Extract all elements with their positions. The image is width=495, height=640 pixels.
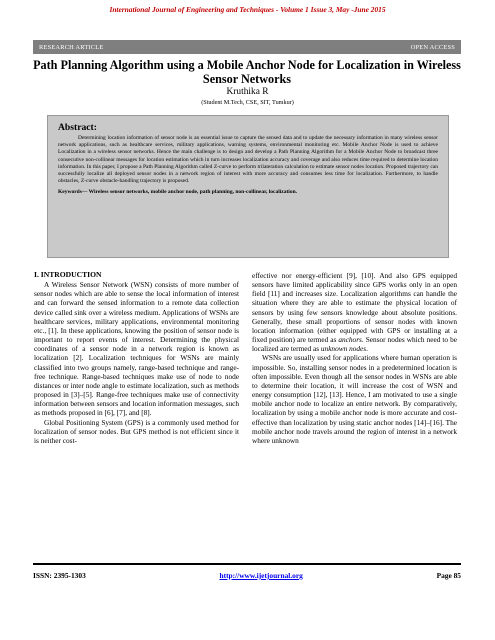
journal-header: International Journal of Engineering and Techniques - Volume 1 Issue 3, May -June 2015	[109, 5, 386, 14]
paper-title: Path Planning Algorithm using a Mobile Anchor Node for Localization in Wireless Sensor Networks	[33, 58, 461, 86]
paragraph: A Wireless Sensor Network (WSN) consists of more number of sensor nodes which are able to sense the local information of interest and can forward the sensed information to a remote data collection device called sink over a wireless medium. Applications of WSNs are healthcare services, military applications, environmental monitoring etc., [1]. In these applications, knowing the position of sensor node is important to report events of interest. Determining the physical coordinates of a sensor node in a network region is known as localization [2]. Localization techniques for WSNs are mainly classified into two groups namely, range-based technique and range-free technique. Range-based techniques make use of node to node distances or inter node angle to estimate localization, such as methods proposed in [3]–[5]. Range-free techniques make use of connectivity information between sensors and location information messages, such as methods proposed in [6], [7], and [8].	[34, 280, 239, 418]
page-number: Page 85	[436, 571, 461, 580]
issn: ISSN: 2395-1303	[33, 571, 86, 580]
footer	[33, 571, 461, 580]
journal-url-link[interactable]: http://www.ijetjournal.org	[219, 571, 303, 580]
abstract-text: Determining location information of sensor node is an essential issue to capture the sensed data and to update the necessary information in many wireless sensor network applications, such as healthcare services, military applications, warning systems, environmental monitoring etc. Mobile Anchor Node is used to achieve Localization in a wireless sensor networks. Hence the main challenge is to design and develop a Path Planning Algorithm for a Mobile Anchor Node to broadcast three consecutive non-collinear messages for location estimation which in turn increases localization accuracy and coverage and also reduces time required to determine location information. In this paper, I propose a Path Planning Algorithm called Z-curve to perform trilateration calculation to estimate sensor nodes location. Proposed trajectory can successfully localize all deployed sensor nodes in a network region of interest with more accuracy and consumes less time for localization. Furthermore, to handle obstacles, Z-curve obstacle-handling trajectory is proposed.	[58, 135, 438, 185]
abstract-heading: Abstract:	[58, 122, 97, 133]
paragraph: Global Positioning System (GPS) is a commonly used method for localization of sensor nodes. But GPS method is not efficient since it is neither cost-	[34, 417, 239, 445]
text-run: effective nor energy-efficient [9], [10]. And also GPS equipped sensors have limited applicability since GPS works only in an open field [11] and increases size. Localization algorithms can handle the situation where they are able to estimate the physical location of sensors by using few sensors knowledge about absolute positions. Generally, these small proportions of sensor nodes with known location information (either equipped with GPS or installing at a fixed position) are termed as	[252, 271, 457, 345]
section-heading-introduction: I. INTRODUCTION	[34, 270, 102, 279]
text-run: .	[366, 344, 368, 354]
article-type-label: RESEARCH ARTICLE	[39, 43, 104, 51]
term-anchors: anchors	[338, 335, 362, 345]
paragraph: WSNs are usually used for applications where human operation is impossible. So, installing sensor nodes in a predetermined location is often impossible. Even though all the sensor nodes in WSNs are able to determine their location, it will increase the cost of WSN and energy consumption [12], [13]. Hence, I am motivated to use a single mobile anchor node to localize an entire network. By comparatively, localization by using a mobile anchor node is more accurate and cost-effective than localization by using static anchor nodes [14]–[16]. The mobile anchor node travels around the region of interest in a network where unknown	[252, 353, 457, 445]
article-ribbon	[33, 40, 461, 54]
term-unknown-nodes: unknown nodes	[320, 344, 367, 354]
text-run: . Sensor nodes which need to be localized are termed as	[252, 335, 457, 354]
left-column	[34, 270, 239, 445]
abstract-box	[47, 115, 449, 258]
right-column	[252, 271, 457, 445]
footer-rule	[33, 563, 461, 565]
open-access-label: OPEN ACCESS	[410, 43, 455, 51]
author-affiliation: (Student M.Tech, CSE, SIT, Tumkur)	[201, 99, 294, 106]
keywords: Keywords— Wireless sensor networks, mobile anchor node, path planning, non-collinear, localization.	[58, 189, 298, 196]
paragraph	[252, 271, 457, 353]
author-name: Kruthika R	[226, 87, 269, 97]
